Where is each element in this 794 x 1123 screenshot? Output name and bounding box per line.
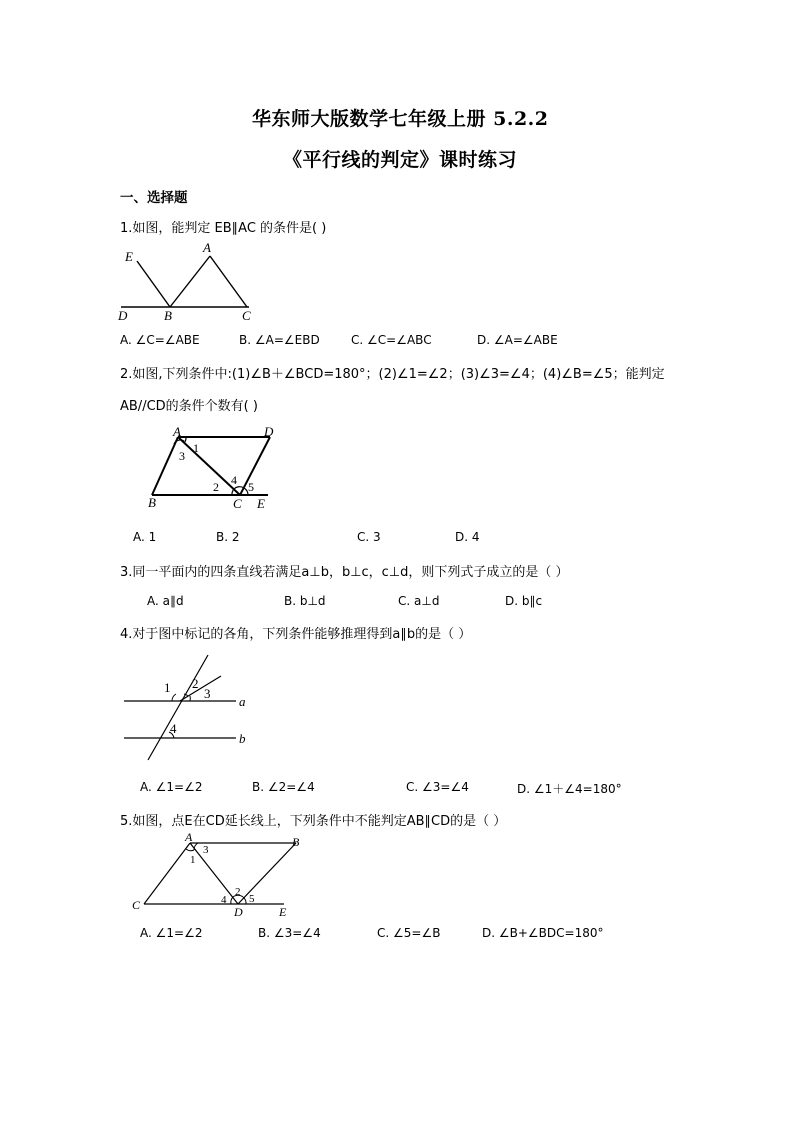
question-1-option-c[interactable]: C. ∠C=∠ABC xyxy=(351,333,432,347)
question-3-option-d[interactable]: D. b∥c xyxy=(505,594,543,608)
label-angle-3: 3 xyxy=(204,686,211,701)
question-5-stem: 5.如图，点E在CD延长线上，下列条件中不能判定AB∥CD的是（ ） xyxy=(120,814,507,829)
question-4-option-a[interactable]: A. ∠1=∠2 xyxy=(140,780,203,794)
page-subtitle: 《平行线的判定》课时练习 xyxy=(283,149,518,171)
question-2-figure xyxy=(140,422,290,512)
question-1-stem: 1.如图，能判定 EB∥AC 的条件是( ) xyxy=(120,221,327,236)
question-1-figure xyxy=(115,240,265,322)
label-e: E xyxy=(257,496,265,511)
label-angle-5: 5 xyxy=(249,893,255,905)
page-title: 华东师大版数学七年级上册 5.2.2 xyxy=(252,108,549,130)
label-angle-2: 2 xyxy=(192,676,199,691)
angle-arc-1 xyxy=(186,849,194,851)
label-angle-2: 2 xyxy=(235,886,241,898)
question-5-option-c[interactable]: C. ∠5=∠B xyxy=(377,926,441,940)
line-bd xyxy=(238,843,296,904)
question-3-stem: 3.同一平面内的四条直线若满足a⊥b，b⊥c，c⊥d，则下列式子成立的是（ ） xyxy=(120,565,569,580)
line-ab xyxy=(152,437,178,495)
line-dc xyxy=(240,437,270,495)
question-2-stem: 2.如图,下列条件中:(1)∠B＋∠BCD=180°；(2)∠1=∠2；(3)∠3=∠4；(4)∠B=∠5；能判定 xyxy=(120,367,665,382)
label-angle-2: 2 xyxy=(213,480,219,494)
question-4-option-d[interactable]: D. ∠1＋∠4=180° xyxy=(517,782,622,796)
line-eb xyxy=(137,261,170,307)
question-1-option-a[interactable]: A. ∠C=∠ABE xyxy=(120,333,200,347)
angle-arc-1 xyxy=(172,694,176,701)
question-4-option-c[interactable]: C. ∠3=∠4 xyxy=(406,780,469,794)
question-4-option-b[interactable]: B. ∠2=∠4 xyxy=(252,780,315,794)
label-angle-3: 3 xyxy=(179,449,185,463)
question-5-option-a[interactable]: A. ∠1=∠2 xyxy=(140,926,203,940)
label-angle-4: 4 xyxy=(221,894,227,906)
question-3-option-a[interactable]: A. a∥d xyxy=(147,594,184,608)
question-4-stem: 4.对于图中标记的各角，下列条件能够推理得到a∥b的是（ ） xyxy=(120,627,472,642)
line-ac xyxy=(144,843,190,904)
question-2-option-c[interactable]: C. 3 xyxy=(357,530,381,544)
question-5-option-d[interactable]: D. ∠B+∠BDC=180° xyxy=(482,926,604,940)
angle-arc-5 xyxy=(243,897,246,904)
label-angle-3: 3 xyxy=(203,844,209,856)
label-a: A xyxy=(185,830,193,844)
question-2-option-b[interactable]: B. 2 xyxy=(216,530,240,544)
label-angle-4: 4 xyxy=(170,721,177,736)
label-e: E xyxy=(125,249,133,264)
label-b: B xyxy=(292,835,300,849)
label-b: B xyxy=(148,495,156,510)
question-5-option-b[interactable]: B. ∠3=∠4 xyxy=(258,926,321,940)
label-line-b: b xyxy=(239,731,246,746)
question-3-option-b[interactable]: B. b⊥d xyxy=(284,594,326,608)
line-ad xyxy=(190,843,238,904)
label-a: A xyxy=(203,240,211,255)
question-2-stem-line2: AB//CD的条件个数有( ) xyxy=(120,399,258,414)
question-2-option-d[interactable]: D. 4 xyxy=(455,530,480,544)
transversal-2 xyxy=(180,676,221,701)
label-a: A xyxy=(173,424,181,439)
label-angle-5: 5 xyxy=(248,480,254,494)
label-d: D xyxy=(118,308,128,322)
label-angle-4: 4 xyxy=(231,473,237,487)
line-ac xyxy=(210,256,247,307)
label-d: D xyxy=(264,424,274,439)
label-angle-1: 1 xyxy=(190,854,196,866)
question-5-figure xyxy=(128,830,308,922)
question-3-option-c[interactable]: C. a⊥d xyxy=(398,594,440,608)
label-d: D xyxy=(234,905,243,919)
label-angle-1: 1 xyxy=(193,441,199,455)
line-ba xyxy=(170,256,210,307)
question-1-option-d[interactable]: D. ∠A=∠ABE xyxy=(477,333,558,347)
label-angle-1: 1 xyxy=(164,680,171,695)
label-b: B xyxy=(164,308,172,322)
question-1-option-b[interactable]: B. ∠A=∠EBD xyxy=(239,333,320,347)
section-heading: 一、选择题 xyxy=(120,190,188,206)
label-c: C xyxy=(242,308,251,322)
label-c: C xyxy=(233,496,242,511)
label-line-a: a xyxy=(239,694,246,709)
label-c: C xyxy=(132,898,141,912)
angle-arc-4 xyxy=(231,897,233,904)
transversal-1 xyxy=(148,655,208,760)
question-2-option-a[interactable]: A. 1 xyxy=(133,530,157,544)
question-4-figure xyxy=(118,652,258,764)
label-e: E xyxy=(279,905,287,919)
